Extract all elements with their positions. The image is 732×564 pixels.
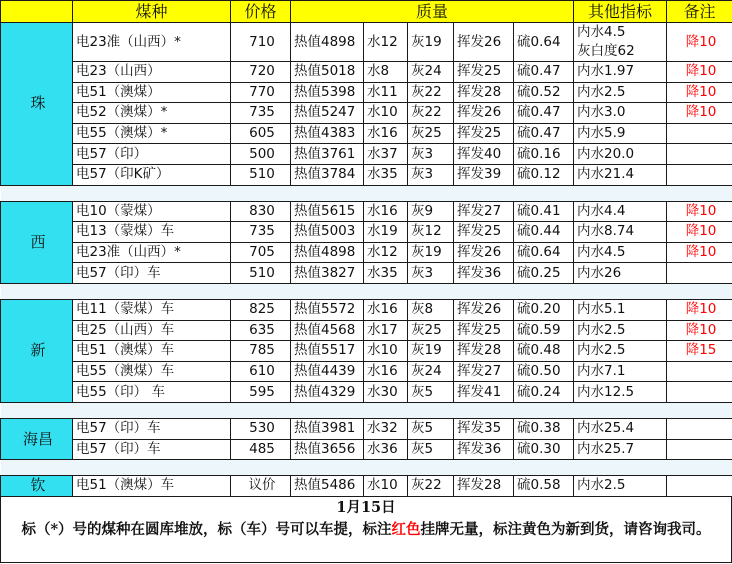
- cell-ash: 灰25: [408, 123, 454, 144]
- cell-volatile: 挥发25: [454, 222, 514, 243]
- cell-price: 605: [231, 123, 291, 144]
- cell-ash: 灰22: [408, 476, 454, 497]
- cell-ash: 灰3: [408, 144, 454, 165]
- section-gap: [1, 185, 732, 201]
- cell-price: 议价: [231, 476, 291, 497]
- cell-price: 830: [231, 201, 291, 222]
- cell-name: 电23准（山西）*: [73, 242, 231, 263]
- cell-name: 电25（山西）车: [73, 320, 231, 341]
- cell-water: 水12: [364, 23, 408, 62]
- cell-sulfur: 硫0.41: [514, 201, 574, 222]
- cell-water: 水30: [364, 382, 408, 403]
- cell-sulfur: 硫0.25: [514, 263, 574, 284]
- cell-volatile: 挥发39: [454, 164, 514, 185]
- cell-other: 内水7.1: [574, 361, 667, 382]
- footer-date: 1月15日: [336, 499, 396, 516]
- table-row: [1, 103, 732, 124]
- header-coal: 煤种: [73, 1, 231, 23]
- cell-heat: 热值5018: [291, 62, 364, 83]
- gap-cell: [73, 283, 231, 299]
- gap-cell: [408, 402, 454, 418]
- cell-price: 735: [231, 103, 291, 124]
- cell-sulfur: 硫0.64: [514, 242, 574, 263]
- cell-other: 内水2.5: [574, 320, 667, 341]
- gap-cell: [454, 185, 514, 201]
- cell-volatile: 挥发40: [454, 144, 514, 165]
- cell-heat: 热值5572: [291, 299, 364, 320]
- cell-remark: [667, 476, 732, 497]
- cell-ash: 灰12: [408, 222, 454, 243]
- gap-cell: [514, 185, 574, 201]
- table-row: [1, 123, 732, 144]
- footer-text-part2: 挂牌无量，标注黄色为新到货，请咨询我司。: [420, 521, 711, 538]
- cell-water: 水10: [364, 341, 408, 362]
- cell-heat: 热值5486: [291, 476, 364, 497]
- header-row: [1, 1, 732, 23]
- cell-other: 内水2.5: [574, 82, 667, 103]
- cell-name: 电51（澳煤）车: [73, 341, 231, 362]
- cell-sulfur: 硫0.47: [514, 103, 574, 124]
- cell-name: 电55（澳煤）*: [73, 123, 231, 144]
- cell-ash: 灰24: [408, 62, 454, 83]
- gap-cell: [454, 402, 514, 418]
- gap-cell: [291, 460, 364, 476]
- cell-ash: 灰19: [408, 242, 454, 263]
- region-label: 珠: [1, 23, 73, 186]
- cell-heat: 热值4898: [291, 242, 364, 263]
- header-quality: 质量: [291, 1, 574, 23]
- cell-water: 水36: [364, 439, 408, 460]
- cell-water: 水16: [364, 299, 408, 320]
- cell-sulfur: 硫0.12: [514, 164, 574, 185]
- table-row: [1, 439, 732, 460]
- cell-sulfur: 硫0.58: [514, 476, 574, 497]
- cell-water: 水32: [364, 418, 408, 439]
- cell-sulfur: 硫0.48: [514, 341, 574, 362]
- cell-water: 水8: [364, 62, 408, 83]
- section-gap: [1, 283, 732, 299]
- footer-text: [1, 519, 731, 541]
- section-gap: [1, 402, 732, 418]
- cell-heat: 热值4383: [291, 123, 364, 144]
- cell-other: 内水3.0: [574, 103, 667, 124]
- cell-other-line2: 灰白度62: [577, 43, 635, 59]
- cell-price: 485: [231, 439, 291, 460]
- cell-other: 内水4.5: [574, 242, 667, 263]
- cell-name: 电57（印K矿）: [73, 164, 231, 185]
- cell-heat: 热值4568: [291, 320, 364, 341]
- header-region: [1, 1, 73, 23]
- cell-price: 510: [231, 263, 291, 284]
- region-label: 西: [1, 201, 73, 283]
- cell-sulfur: 硫0.59: [514, 320, 574, 341]
- cell-ash: 灰22: [408, 82, 454, 103]
- cell-ash: 灰3: [408, 263, 454, 284]
- cell-water: 水10: [364, 103, 408, 124]
- cell-sulfur: 硫0.38: [514, 418, 574, 439]
- cell-sulfur: 硫0.52: [514, 82, 574, 103]
- table-row: [1, 222, 732, 243]
- cell-water: 水10: [364, 476, 408, 497]
- table-row: [1, 82, 732, 103]
- cell-other: 内水5.9: [574, 123, 667, 144]
- cell-other: [574, 23, 667, 62]
- cell-sulfur: 硫0.30: [514, 439, 574, 460]
- cell-heat: 热值4439: [291, 361, 364, 382]
- header-other: 其他指标: [574, 1, 667, 23]
- gap-cell: [231, 283, 291, 299]
- cell-water: 水17: [364, 320, 408, 341]
- region-label: 新: [1, 299, 73, 402]
- cell-water: 水37: [364, 144, 408, 165]
- cell-other: 内水21.4: [574, 164, 667, 185]
- cell-price: 530: [231, 418, 291, 439]
- gap-cell: [667, 402, 732, 418]
- cell-heat: 热值3981: [291, 418, 364, 439]
- cell-volatile: 挥发35: [454, 418, 514, 439]
- cell-other: 内水1.97: [574, 62, 667, 83]
- cell-sulfur: 硫0.20: [514, 299, 574, 320]
- cell-heat: 热值3827: [291, 263, 364, 284]
- cell-volatile: 挥发26: [454, 299, 514, 320]
- cell-price: 595: [231, 382, 291, 403]
- cell-remark: 降15: [667, 341, 732, 362]
- cell-price: 635: [231, 320, 291, 341]
- cell-heat: 热值5517: [291, 341, 364, 362]
- gap-cell: [73, 402, 231, 418]
- gap-cell: [667, 283, 732, 299]
- gap-cell: [1, 185, 73, 201]
- cell-other: 内水25.4: [574, 418, 667, 439]
- gap-cell: [514, 402, 574, 418]
- cell-ash: 灰5: [408, 439, 454, 460]
- cell-heat: 热值5398: [291, 82, 364, 103]
- cell-name: 电57（印）车: [73, 263, 231, 284]
- footer-text-red: 红色: [391, 521, 421, 538]
- gap-cell: [364, 460, 408, 476]
- cell-water: 水11: [364, 82, 408, 103]
- cell-volatile: 挥发36: [454, 263, 514, 284]
- cell-water: 水16: [364, 201, 408, 222]
- table-row: [1, 341, 732, 362]
- cell-heat: 热值3761: [291, 144, 364, 165]
- cell-remark: [667, 439, 732, 460]
- gap-cell: [291, 402, 364, 418]
- cell-remark: 降10: [667, 242, 732, 263]
- cell-other: 内水5.1: [574, 299, 667, 320]
- cell-remark: [667, 418, 732, 439]
- gap-cell: [514, 283, 574, 299]
- gap-cell: [364, 185, 408, 201]
- cell-price: 785: [231, 341, 291, 362]
- gap-cell: [514, 460, 574, 476]
- cell-sulfur: 硫0.44: [514, 222, 574, 243]
- gap-cell: [667, 460, 732, 476]
- table-row: [1, 361, 732, 382]
- cell-name: 电10（蒙煤）: [73, 201, 231, 222]
- gap-cell: [364, 283, 408, 299]
- cell-volatile: 挥发25: [454, 123, 514, 144]
- cell-ash: 灰3: [408, 164, 454, 185]
- cell-volatile: 挥发26: [454, 103, 514, 124]
- cell-sulfur: 硫0.64: [514, 23, 574, 62]
- cell-water: 水16: [364, 123, 408, 144]
- cell-heat: 热值5247: [291, 103, 364, 124]
- cell-heat: 热值4898: [291, 23, 364, 62]
- gap-cell: [1, 283, 73, 299]
- cell-other: 内水4.4: [574, 201, 667, 222]
- cell-water: 水35: [364, 263, 408, 284]
- section-gap: [1, 460, 732, 476]
- cell-remark: 降10: [667, 320, 732, 341]
- cell-water: 水19: [364, 222, 408, 243]
- cell-name: 电13（蒙煤）车: [73, 222, 231, 243]
- table-row: [1, 382, 732, 403]
- cell-ash: 灰9: [408, 201, 454, 222]
- gap-cell: [291, 185, 364, 201]
- cell-volatile: 挥发27: [454, 201, 514, 222]
- cell-price: 825: [231, 299, 291, 320]
- gap-cell: [408, 185, 454, 201]
- footer-note: [0, 497, 732, 563]
- gap-cell: [73, 185, 231, 201]
- gap-cell: [574, 460, 667, 476]
- cell-remark: 降10: [667, 23, 732, 62]
- cell-heat: 热值3656: [291, 439, 364, 460]
- cell-heat: 热值5003: [291, 222, 364, 243]
- cell-remark: 降10: [667, 82, 732, 103]
- cell-name: 电57（印）车: [73, 439, 231, 460]
- table-row: [1, 263, 732, 284]
- gap-cell: [454, 460, 514, 476]
- gap-cell: [454, 283, 514, 299]
- region-label: 钦: [1, 476, 73, 497]
- cell-volatile: 挥发41: [454, 382, 514, 403]
- cell-other-line1: 内水4.5: [577, 24, 626, 40]
- cell-other: 内水12.5: [574, 382, 667, 403]
- cell-remark: [667, 123, 732, 144]
- table-row: [1, 418, 732, 439]
- cell-remark: 降10: [667, 222, 732, 243]
- gap-cell: [231, 185, 291, 201]
- cell-remark: 降10: [667, 62, 732, 83]
- cell-volatile: 挥发28: [454, 341, 514, 362]
- cell-price: 610: [231, 361, 291, 382]
- gap-cell: [574, 185, 667, 201]
- cell-volatile: 挥发26: [454, 242, 514, 263]
- cell-ash: 灰5: [408, 418, 454, 439]
- cell-name: 电23（山西）: [73, 62, 231, 83]
- cell-heat: 热值5615: [291, 201, 364, 222]
- cell-price: 770: [231, 82, 291, 103]
- cell-water: 水12: [364, 242, 408, 263]
- cell-remark: 降10: [667, 201, 732, 222]
- gap-cell: [1, 402, 73, 418]
- cell-volatile: 挥发28: [454, 476, 514, 497]
- cell-sulfur: 硫0.47: [514, 62, 574, 83]
- table-row: [1, 242, 732, 263]
- cell-name: 电55（澳煤）车: [73, 361, 231, 382]
- cell-name: 电23准（山西）*: [73, 23, 231, 62]
- cell-remark: [667, 382, 732, 403]
- cell-sulfur: 硫0.16: [514, 144, 574, 165]
- cell-remark: 降10: [667, 299, 732, 320]
- table-row: [1, 144, 732, 165]
- cell-price: 720: [231, 62, 291, 83]
- cell-name: 电57（印）车: [73, 418, 231, 439]
- cell-other: 内水2.5: [574, 476, 667, 497]
- cell-name: 电55（印） 车: [73, 382, 231, 403]
- cell-other: 内水20.0: [574, 144, 667, 165]
- table-row: [1, 476, 732, 497]
- table-row: [1, 23, 732, 62]
- cell-water: 水16: [364, 361, 408, 382]
- cell-name: 电51（澳煤）车: [73, 476, 231, 497]
- table-row: [1, 164, 732, 185]
- gap-cell: [667, 185, 732, 201]
- cell-name: 电52（澳煤）*: [73, 103, 231, 124]
- gap-cell: [73, 460, 231, 476]
- cell-ash: 灰19: [408, 23, 454, 62]
- table-row: [1, 299, 732, 320]
- cell-ash: 灰24: [408, 361, 454, 382]
- cell-price: 710: [231, 23, 291, 62]
- gap-cell: [364, 402, 408, 418]
- cell-price: 705: [231, 242, 291, 263]
- table-row: [1, 62, 732, 83]
- region-label: 海昌: [1, 418, 73, 459]
- gap-cell: [231, 460, 291, 476]
- cell-other: 内水25.7: [574, 439, 667, 460]
- cell-other: 内水2.5: [574, 341, 667, 362]
- cell-price: 510: [231, 164, 291, 185]
- gap-cell: [408, 460, 454, 476]
- gap-cell: [291, 283, 364, 299]
- gap-cell: [574, 402, 667, 418]
- cell-name: 电51（澳煤）: [73, 82, 231, 103]
- cell-volatile: 挥发28: [454, 82, 514, 103]
- cell-ash: 灰22: [408, 103, 454, 124]
- cell-volatile: 挥发25: [454, 320, 514, 341]
- cell-ash: 灰25: [408, 320, 454, 341]
- cell-remark: [667, 361, 732, 382]
- cell-ash: 灰8: [408, 299, 454, 320]
- gap-cell: [231, 402, 291, 418]
- cell-remark: 降10: [667, 103, 732, 124]
- cell-remark: [667, 263, 732, 284]
- cell-ash: 灰19: [408, 341, 454, 362]
- cell-sulfur: 硫0.50: [514, 361, 574, 382]
- cell-volatile: 挥发36: [454, 439, 514, 460]
- gap-cell: [574, 283, 667, 299]
- cell-volatile: 挥发25: [454, 62, 514, 83]
- cell-volatile: 挥发26: [454, 23, 514, 62]
- cell-sulfur: 硫0.24: [514, 382, 574, 403]
- cell-heat: 热值4329: [291, 382, 364, 403]
- footer-text-part1: 标（*）号的煤种在圆库堆放，标（车）号可以车提，标注: [21, 521, 392, 538]
- cell-price: 500: [231, 144, 291, 165]
- table-row: [1, 201, 732, 222]
- cell-other: 内水8.74: [574, 222, 667, 243]
- cell-water: 水35: [364, 164, 408, 185]
- cell-name: 电57（印）: [73, 144, 231, 165]
- header-price: 价格: [231, 1, 291, 23]
- cell-ash: 灰5: [408, 382, 454, 403]
- gap-cell: [1, 460, 73, 476]
- cell-remark: [667, 144, 732, 165]
- cell-remark: [667, 164, 732, 185]
- cell-other: 内水26: [574, 263, 667, 284]
- cell-heat: 热值3784: [291, 164, 364, 185]
- table-row: [1, 320, 732, 341]
- cell-sulfur: 硫0.47: [514, 123, 574, 144]
- gap-cell: [408, 283, 454, 299]
- cell-name: 电11（蒙煤）车: [73, 299, 231, 320]
- cell-volatile: 挥发27: [454, 361, 514, 382]
- header-remark: 备注: [667, 1, 732, 23]
- cell-price: 735: [231, 222, 291, 243]
